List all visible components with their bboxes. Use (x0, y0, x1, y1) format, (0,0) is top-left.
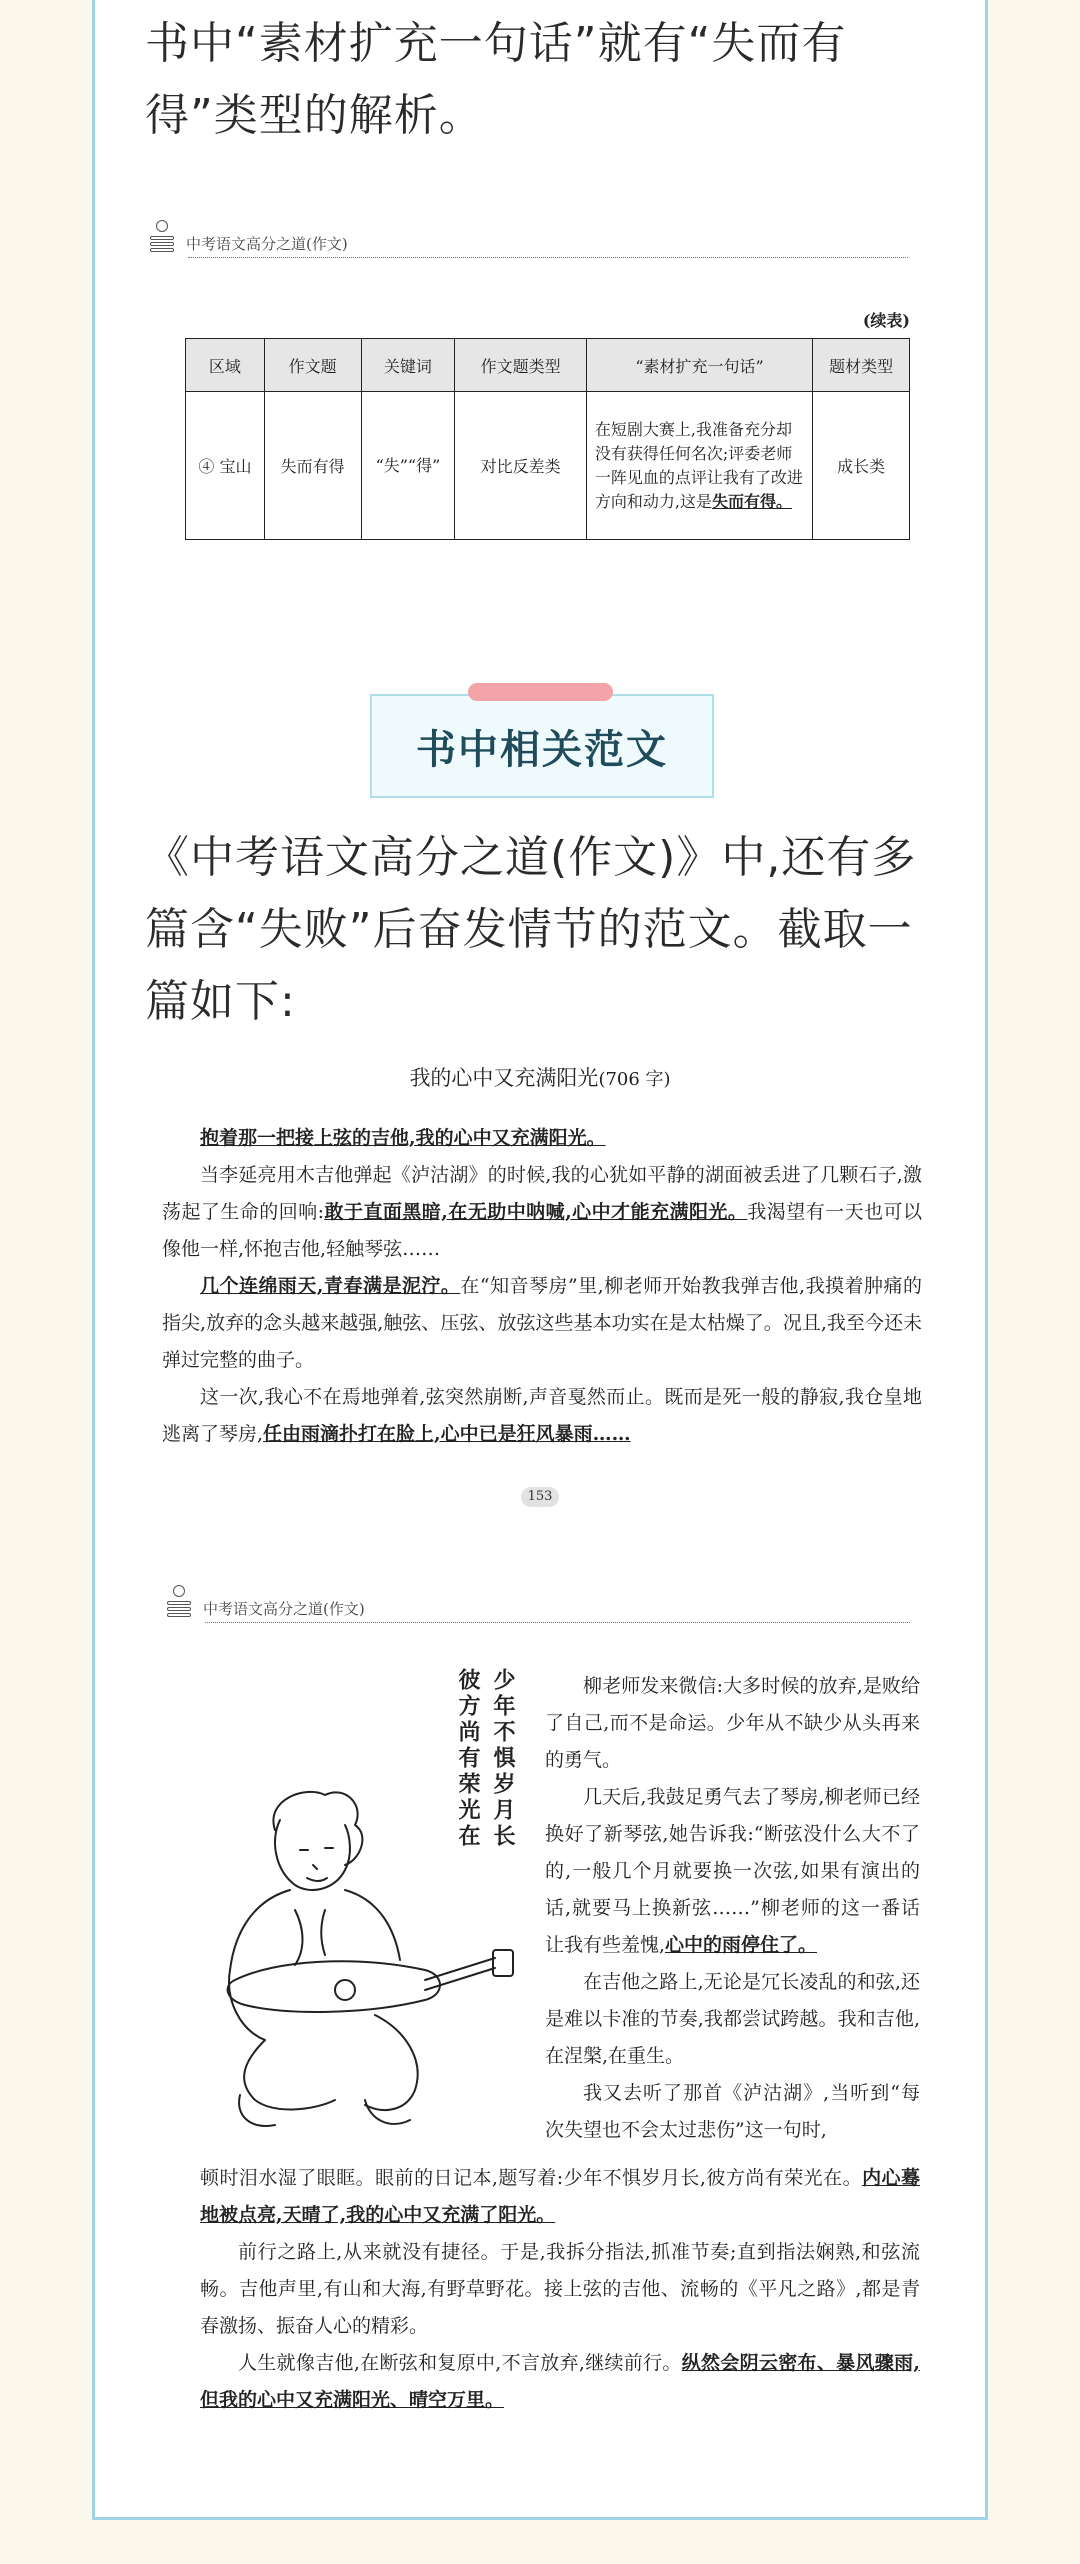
sentence-bold: 失而有得。 (712, 491, 793, 511)
essay-text: 几天后,我鼓足勇气去了琴房,柳老师已经换好了新琴弦,她告诉我:“断弦没什么大不了的,一般几个月就要换一次弦,如果有演出的话,就要马上换新弦……”柳老师的这一番话让我有些羞愧, (545, 1786, 920, 1956)
essay-text: 顿时泪水湿了眼眶。眼前的日记本,题写着:少年不惧岁月长,彼方尚有荣光在。 (200, 2167, 863, 2189)
table-header-row (186, 339, 910, 392)
essay-bold-text: 心中的雨停住了。 (665, 1934, 818, 1956)
section-title: 书中相关范文 (370, 694, 714, 798)
sentence-text: 在短剧大赛上,我准备充分却没有获得任何名次;评委老师一阵见血的点评让我有了改进方向和动力,这是 (594, 419, 803, 511)
essay-text: 这一次,我心不在焉地弹着,弦突然崩断,声音戛然而止。既而是死一般的静寂,我仓皇地逃离了琴房, (162, 1386, 922, 1445)
essay-paragraph (200, 2345, 920, 2419)
lead-text: 《中考语文高分之道(作文)》中,还有多篇含“失败”后奋发情节的范文。截取一篇如下: (145, 832, 917, 1027)
vertical-quote-left: 彼方尚有荣光在 (455, 1668, 481, 1850)
intro-text: 书中“素材扩充一句话”就有“失而有得”类型的解析。 (145, 18, 847, 141)
cell-keyword: “失”“得” (361, 392, 455, 540)
essay-text: 在“知音琴房”里,柳老师开始教我弹吉他,我摸着肿痛的指尖,放弃的念头越来越强,触弦、压弦、放弦这些基本功实在是太枯燥了。况且,我至今还未弹过完整的曲子。 (162, 1275, 922, 1371)
essay-word-count: (706 字) (598, 1069, 671, 1090)
essay-title (300, 1062, 780, 1092)
essay-paragraph (200, 2234, 920, 2345)
col-category: 题材类型 (813, 339, 910, 392)
table-row (186, 392, 910, 540)
col-type: 作文题类型 (455, 339, 587, 392)
page2-header (165, 1585, 910, 1619)
essay-paragraph (162, 1379, 922, 1453)
essay-paragraph (545, 1964, 920, 2075)
page-number: 153 (521, 1487, 559, 1507)
book-stack-icon (165, 1585, 193, 1619)
col-sentence: “素材扩充一句话” (586, 339, 812, 392)
col-keyword: 关键词 (361, 339, 455, 392)
essay-text: 我又去听了那首《泸沽湖》,当听到“每次失望也不会太过悲伤”这一句时, (545, 2082, 920, 2141)
guitarist-illustration (195, 1780, 535, 2140)
page1-header-title: 中考语文高分之道(作文) (186, 235, 348, 253)
essay-paragraph (200, 2160, 920, 2234)
essay-text: 柳老师发来微信:大多时候的放弃,是败给了自己,而不是命运。少年从不缺少从头再来的勇气。 (545, 1675, 920, 1771)
section-badge-tab (468, 683, 613, 701)
essay-bold-text: 任由雨滴扑打在脸上,心中已是狂风暴雨…… (263, 1423, 631, 1445)
vertical-quote-right: 少年不惧岁月长 (490, 1668, 516, 1850)
essay-page-2-full (200, 2160, 920, 2419)
cell-region: ④ 宝山 (186, 392, 265, 540)
col-region: 区域 (186, 339, 265, 392)
essay-paragraph (545, 2075, 920, 2149)
essay-paragraph (162, 1120, 922, 1157)
essay-page-1 (162, 1120, 922, 1453)
essay-bold-text: 纵然会阴云密布、暴风骤雨,但我的心中又充满阳光、晴空万里。 (200, 2352, 920, 2411)
essay-text: 前行之路上,从来就没有捷径。于是,我拆分指法,抓准节奏;直到指法娴熟,和弦流畅。吉他声里,有山和大海,有野草野花。接上弦的吉他、流畅的《平凡之路》,都是青春激扬、振奋人心的精彩。 (200, 2241, 920, 2337)
page2-header-title: 中考语文高分之道(作文) (203, 1600, 365, 1618)
continued-label: (续表) (862, 311, 910, 330)
essay-title-text: 我的心中又充满阳光 (409, 1066, 599, 1090)
essay-text: 当李延亮用木吉他弹起《泸沽湖》的时候,我的心犹如平静的湖面被丢进了几颗石子,激荡起了生命的回响: (162, 1164, 922, 1223)
cell-category: 成长类 (813, 392, 910, 540)
book-stack-icon (148, 220, 176, 254)
essay-text: 我渴望有一天也可以像他一样,怀抱吉他,轻触琴弦…… (162, 1201, 922, 1260)
data-table (185, 338, 910, 540)
essay-paragraph (545, 1668, 920, 1779)
essay-text: 在吉他之路上,无论是冗长凌乱的和弦,还是难以卡准的节奏,我都尝试跨越。我和吉他,在涅槃,在重生。 (545, 1971, 920, 2067)
cell-title: 失而有得 (264, 392, 361, 540)
cell-type: 对比反差类 (455, 392, 587, 540)
cell-sentence (586, 392, 812, 540)
essay-page-2-column (545, 1668, 920, 2149)
essay-bold-text: 抱着那一把接上弦的吉他,我的心中又充满阳光。 (200, 1127, 606, 1149)
essay-text: 人生就像吉他,在断弦和复原中,不言放弃,继续前行。 (238, 2352, 682, 2374)
essay-bold-text: 敢于直面黑暗,在无助中呐喊,心中才能充满阳光。 (324, 1201, 748, 1223)
essay-paragraph (162, 1157, 922, 1268)
essay-bold-text: 几个连绵雨天,青春满是泥泞。 (200, 1275, 461, 1297)
essay-bold-text: 内心蓦地被点亮,天晴了,我的心中又充满了阳光。 (200, 2167, 920, 2226)
essay-paragraph (162, 1268, 922, 1379)
col-title: 作文题 (264, 339, 361, 392)
essay-paragraph (545, 1779, 920, 1964)
page1-header (148, 220, 908, 254)
